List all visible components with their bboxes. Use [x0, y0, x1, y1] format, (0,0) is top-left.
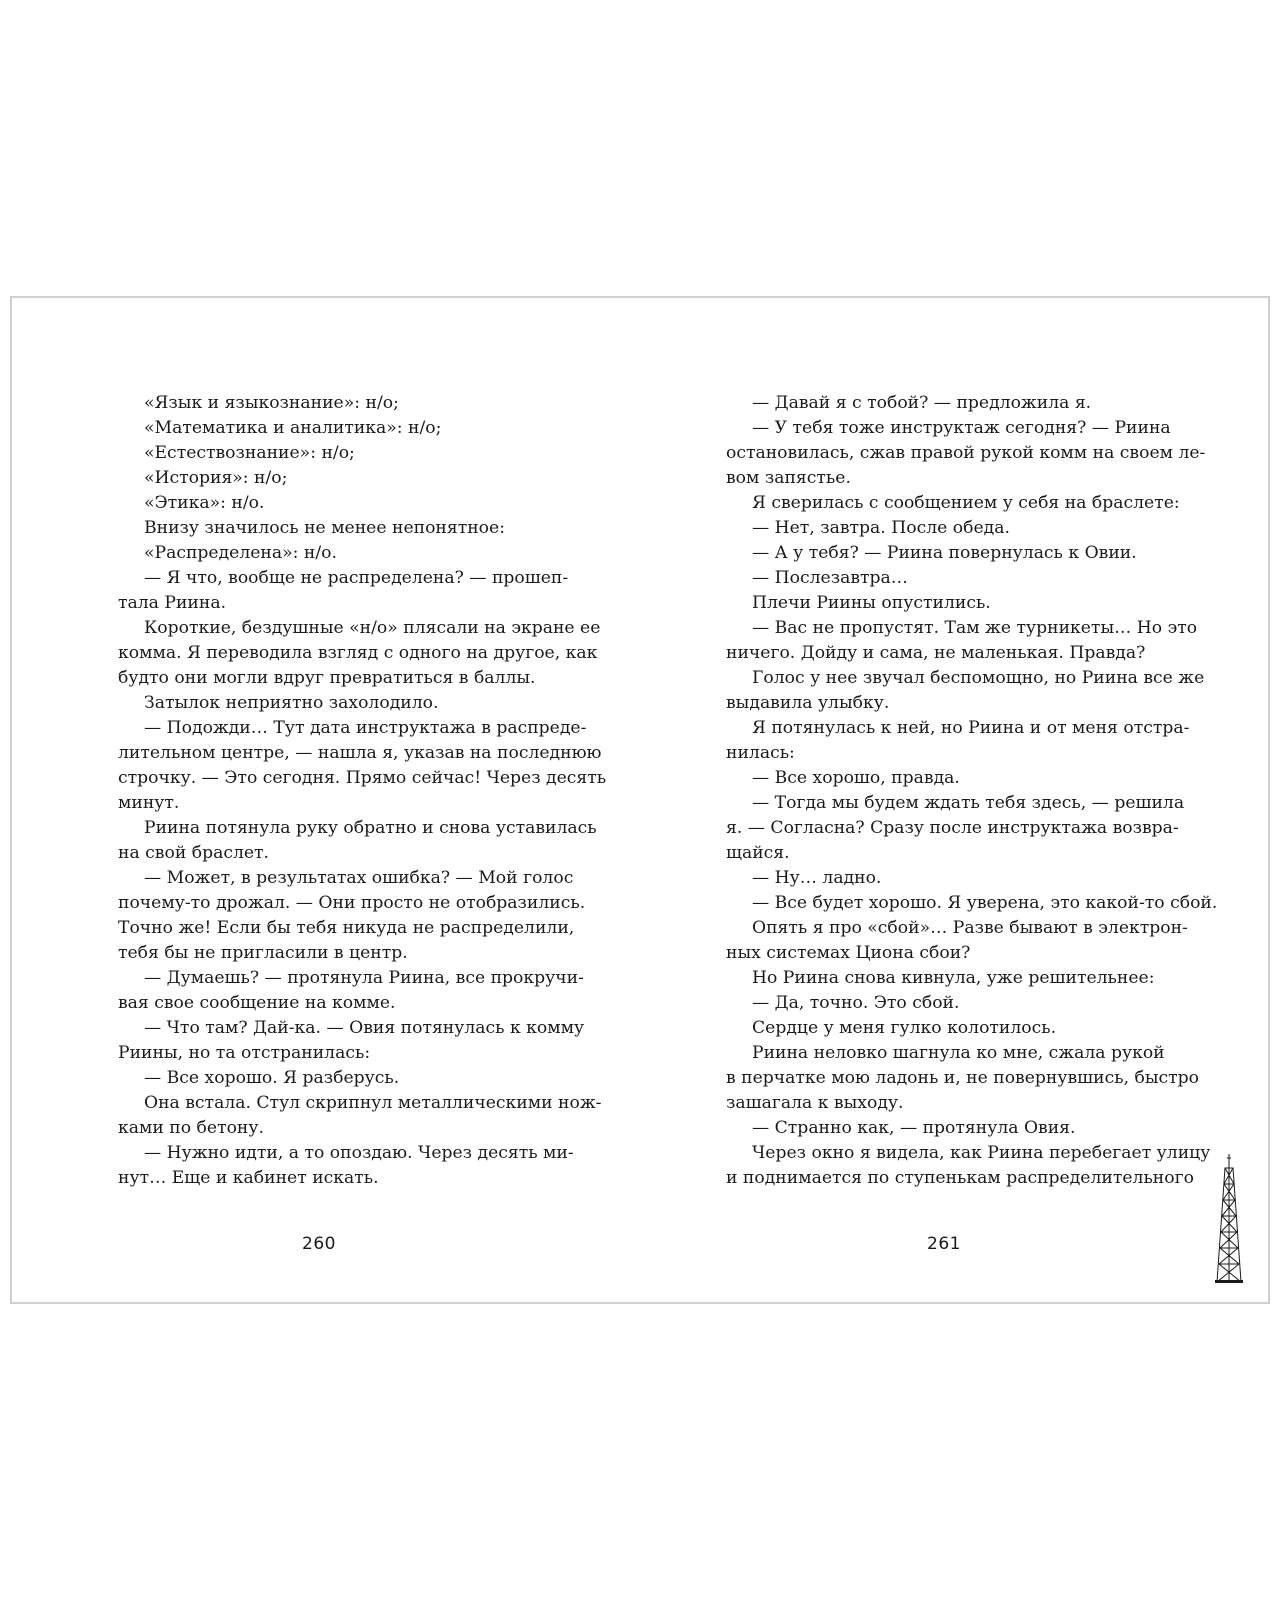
text-line: вом запястье. — [726, 468, 851, 488]
text-line: «Математика и аналитика»: н/о; — [144, 418, 442, 438]
text-line: «Распределена»: н/о. — [144, 543, 337, 563]
text-line: лительном центре, — нашла я, указав на последнюю — [118, 743, 602, 763]
text-line: — У тебя тоже инструктаж сегодня? — Риина — [752, 418, 1171, 438]
text-line: щайся. — [726, 843, 790, 863]
text-line: нилась: — [726, 743, 795, 763]
text-line: — Нет, завтра. После обеда. — [752, 518, 1010, 538]
text-line: — Может, в результатах ошибка? — Мой голос — [144, 868, 574, 888]
text-line: — Подожди… Тут дата инструктажа в распреде- — [144, 718, 587, 738]
page-number-left: 260 — [302, 1234, 336, 1254]
text-line: — Да, точно. Это сбой. — [752, 993, 960, 1013]
text-line: — Странно как, — протянула Овия. — [752, 1118, 1076, 1138]
text-line: ных системах Циона сбои? — [726, 943, 971, 963]
text-line: Опять я про «сбой»… Разве бывают в электрон- — [752, 918, 1188, 938]
text-line: нут… Еще и кабинет искать. — [118, 1168, 379, 1188]
text-line: — Давай я с тобой? — предложила я. — [752, 393, 1092, 413]
text-line: Затылок неприятно захолодило. — [144, 693, 439, 713]
text-line: в перчатке мою ладонь и, не повернувшись, быстро — [726, 1068, 1200, 1088]
text-line: — Я что, вообще не распределена? — прошеп- — [144, 568, 569, 588]
text-line: — Что там? Дай-ка. — Овия потянулась к комму — [144, 1018, 585, 1038]
text-line: Точно же! Если бы тебя никуда не распределили, — [118, 918, 575, 938]
text-line: и поднимается по ступенькам распределительного — [726, 1168, 1194, 1188]
text-line: выдавила улыбку. — [726, 693, 890, 713]
text-line: Риина неловко шагнула ко мне, сжала рукой — [752, 1043, 1165, 1063]
right-page-text — [726, 391, 1218, 1191]
text-line: Через окно я видела, как Риина перебегает улицу — [752, 1143, 1211, 1163]
text-line: — Ну… ладно. — [752, 868, 882, 888]
text-line: «История»: н/о; — [144, 468, 288, 488]
text-line: на свой браслет. — [118, 843, 270, 863]
text-line: Короткие, бездушные «н/о» плясали на экране ее — [144, 618, 601, 638]
text-line: Я потянулась к ней, но Риина и от меня отстра- — [752, 718, 1190, 738]
text-line: Сердце у меня гулко колотилось. — [752, 1018, 1057, 1038]
text-line: остановилась, сжав правой рукой комм на своем ле- — [726, 443, 1206, 463]
text-line: «Естествознание»: н/о; — [144, 443, 355, 463]
text-line: почему-то дрожал. — Они просто не отобразились. — [118, 893, 586, 913]
book-spread — [10, 296, 1270, 1304]
text-line: тала Риина. — [118, 593, 227, 613]
text-line: Голос у нее звучал беспомощно, но Риина все же — [752, 668, 1205, 688]
text-line: — Послезавтра… — [752, 568, 908, 588]
text-line: — Вас не пропустят. Там же турникеты… Но это — [752, 618, 1198, 638]
text-line: Но Риина снова кивнула, уже решительнее: — [752, 968, 1155, 988]
text-line: зашагала к выходу. — [726, 1093, 904, 1113]
tower-icon — [1211, 1154, 1247, 1284]
text-line: — Все хорошо. Я разберусь. — [144, 1068, 400, 1088]
text-line: ничего. Дойду и сама, не маленькая. Правда? — [726, 643, 1146, 663]
text-line: Я сверилась с сообщением у себя на браслете: — [752, 493, 1180, 513]
text-line: строчку. — Это сегодня. Прямо сейчас! Через десять — [118, 768, 607, 788]
text-line: — Все хорошо, правда. — [752, 768, 960, 788]
text-line: Внизу значилось не менее непонятное: — [144, 518, 505, 538]
text-line: Она встала. Стул скрипнул металлическими нож- — [144, 1093, 602, 1113]
text-line: Риины, но та отстранилась: — [118, 1043, 371, 1063]
text-line: будто они могли вдруг превратиться в баллы. — [118, 668, 536, 688]
text-line: вая свое сообщение на комме. — [118, 993, 396, 1013]
text-line: «Язык и языкознание»: н/о; — [144, 393, 399, 413]
text-line: — Думаешь? — протянула Риина, все прокручи- — [144, 968, 584, 988]
text-line: — Все будет хорошо. Я уверена, это какой-то сбой. — [752, 893, 1218, 913]
text-line: — А у тебя? — Риина повернулась к Овии. — [752, 543, 1137, 563]
text-line: минут. — [118, 793, 180, 813]
text-line: Риина потянула руку обратно и снова уставилась — [144, 818, 597, 838]
left-page-text — [118, 391, 607, 1191]
text-line: ками по бетону. — [118, 1118, 264, 1138]
text-line: тебя бы не пригласили в центр. — [118, 943, 408, 963]
text-line: «Этика»: н/о. — [144, 493, 265, 513]
text-line: Плечи Риины опустились. — [752, 593, 991, 613]
text-line: я. — Согласна? Сразу после инструктажа возвра- — [726, 818, 1179, 838]
text-line: — Нужно идти, а то опоздаю. Через десять ми- — [144, 1143, 574, 1163]
text-line: комма. Я переводила взгляд с одного на другое, как — [118, 643, 598, 663]
text-line: — Тогда мы будем ждать тебя здесь, — решила — [752, 793, 1185, 813]
page-number-right: 261 — [927, 1234, 961, 1254]
